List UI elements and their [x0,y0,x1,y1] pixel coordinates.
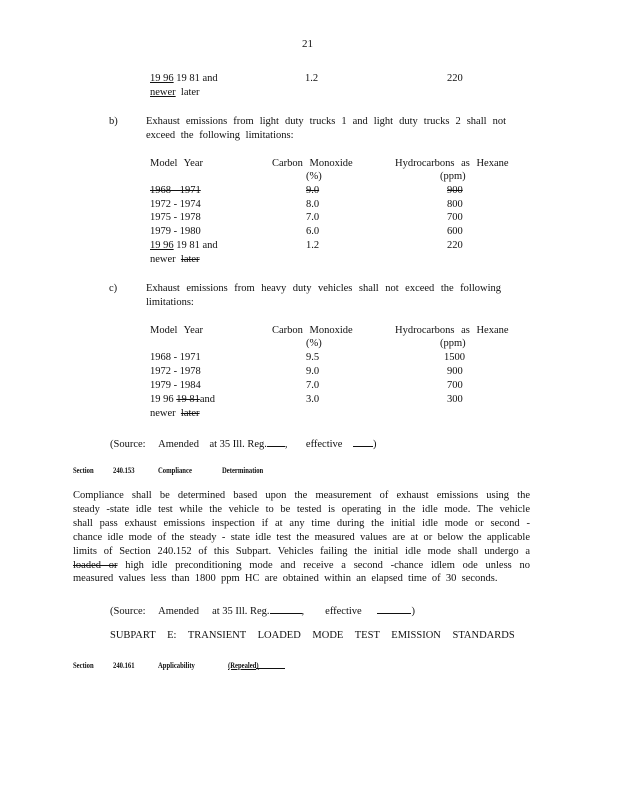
paragraph-line: chance idle mode of the steady - state idle test the measured values are at or below the applicable [73,531,530,543]
section-title: Compliance [158,465,192,475]
year-old: 19 81 [176,73,200,84]
paragraph-line: Compliance shall be determined based upon the measurement of exhaust emissions using the [73,490,530,501]
effective-blank [353,436,373,447]
item-b-text-line2: exceed the following limitations: [146,130,294,141]
item-c-row-year: 1979 - 1984 [150,380,201,391]
item-b-header-co: Carbon Monoxide [272,158,353,169]
source-note-2 [110,603,415,618]
section-title-2: Determination [222,465,264,475]
item-c-row-year: 1972 - 1978 [150,366,201,377]
section-label: Section [73,660,94,670]
struck-text: loaded or [73,559,118,571]
section-title: Applicability [158,660,195,670]
item-b-header-year: Model Year [150,158,203,169]
item-b-row-hc: 800 [447,199,463,210]
item-b-row-year: 1979 - 1980 [150,226,201,237]
year-new: 19 96 [150,394,174,405]
top-row-hc: 220 [447,73,463,84]
item-c-header-hc-unit: (ppm) [440,338,466,349]
item-b-row-co: 6.0 [306,226,320,237]
item-b-row-year: 1972 - 1974 [150,199,201,210]
item-b-marker: b) [109,116,118,127]
and-text: and [199,394,216,405]
source-amended: Amended [158,439,199,450]
year-old: 19 81 [176,394,200,405]
item-c-header-year: Model Year [150,325,203,336]
source-note-1 [110,436,376,451]
item-b-row-hc: 600 [447,226,463,237]
section-number: 240.153 [113,465,135,475]
status-underline [256,668,285,669]
item-b-last-row-year [150,240,218,252]
reg-blank [270,603,302,614]
effective-blank [377,603,411,614]
source-effective: effective [305,439,343,450]
item-b-row-year: 1968 - 1971 [150,185,201,196]
item-b-row-co: 7.0 [306,212,320,223]
top-row-newer [150,87,200,99]
compliance-paragraph [73,489,530,586]
top-row-year [150,73,218,85]
and-text: and [202,73,218,84]
paragraph-text: high idle preconditioning mode and receive a second -chance idlem ode unless no [125,559,530,571]
item-b-row-hc: 700 [447,212,463,223]
year-new: 19 96 [150,240,174,251]
source-comma: , [301,606,305,617]
reg-blank [267,436,285,447]
item-b-text-line1: Exhaust emissions from light duty trucks 1 and light duty trucks 2 shall not [146,116,506,127]
source-label: (Source: [110,439,146,450]
section-label: Section [73,465,94,475]
item-b-row-co: 9.0 [306,185,320,196]
item-b-header-co-unit: (%) [306,171,322,182]
top-row-co: 1.2 [305,73,319,84]
year-new: 19 96 [150,73,174,84]
item-b-last-row-hc: 220 [447,240,463,251]
item-c-row-co: 9.0 [306,366,320,377]
item-c-last-row-co: 3.0 [306,394,320,405]
source-close: ) [411,606,415,617]
paragraph-line [73,559,530,573]
later-text: later [180,254,200,265]
source-label: (Source: [110,606,146,617]
paragraph-line: shall pass exhaust emissions inspection if at any time during the initial idle mode or second - [73,517,530,529]
item-c-row-hc: 1500 [444,352,465,363]
item-b-row-year: 1975 - 1978 [150,212,201,223]
source-effective: effective [325,606,362,617]
later-text: later [180,87,200,98]
item-b-header-hc: Hydrocarbons as Hexane [395,158,509,169]
source-reg: at 35 Ill. Reg. [212,606,270,617]
item-c-marker: c) [109,283,118,294]
item-c-last-row-newer [150,408,200,420]
item-c-text-line1: Exhaust emissions from heavy duty vehicles shall not exceed the following [146,283,501,294]
item-b-last-row-newer [150,254,200,266]
item-c-row-co: 9.5 [306,352,320,363]
item-c-header-co-unit: (%) [306,338,322,349]
newer-text: newer [150,408,176,419]
source-comma: , [284,439,288,450]
item-c-row-hc: 900 [447,366,463,377]
item-c-row-co: 7.0 [306,380,320,391]
item-c-header-hc: Hydrocarbons as Hexane [395,325,509,336]
page-number: 21 [302,38,313,50]
item-b-row-hc: 900 [447,185,463,196]
section-number: 240.161 [113,660,135,670]
paragraph-line: measured values less than 1800 ppm HC are obtained within an elapsed time of 30 seconds. [73,573,498,585]
item-c-last-row-hc: 300 [447,394,463,405]
item-c-last-row-year [150,394,215,406]
item-b-last-row-co: 1.2 [306,240,320,251]
paragraph-line: steady -state idle test while the vehicle to be tested is operating in the idle mode. The vehicle [73,503,530,515]
source-amended: Amended [158,606,199,617]
source-reg: at 35 Ill. Reg. [209,439,267,450]
item-c-header-co: Carbon Monoxide [272,325,353,336]
subpart-heading: SUBPART E: TRANSIENT LOADED MODE TEST EMISSION STANDARDS [110,630,515,641]
item-c-text-line2: limitations: [146,297,194,308]
source-close: ) [372,439,377,450]
item-b-row-co: 8.0 [306,199,320,210]
newer-text: newer [150,87,176,98]
and-text: and [202,240,218,251]
item-b-header-hc-unit: (ppm) [440,171,466,182]
year-old: 19 81 [176,240,200,251]
paragraph-line: limits of Section 240.152 of this Subpart. Vehicles failing the initial idle mode shall undergo a [73,545,530,557]
section-status: (Repealed) [228,660,259,670]
later-text: later [180,408,200,419]
item-c-row-year: 1968 - 1971 [150,352,201,363]
item-c-row-hc: 700 [447,380,463,391]
newer-text: newer [150,254,176,265]
